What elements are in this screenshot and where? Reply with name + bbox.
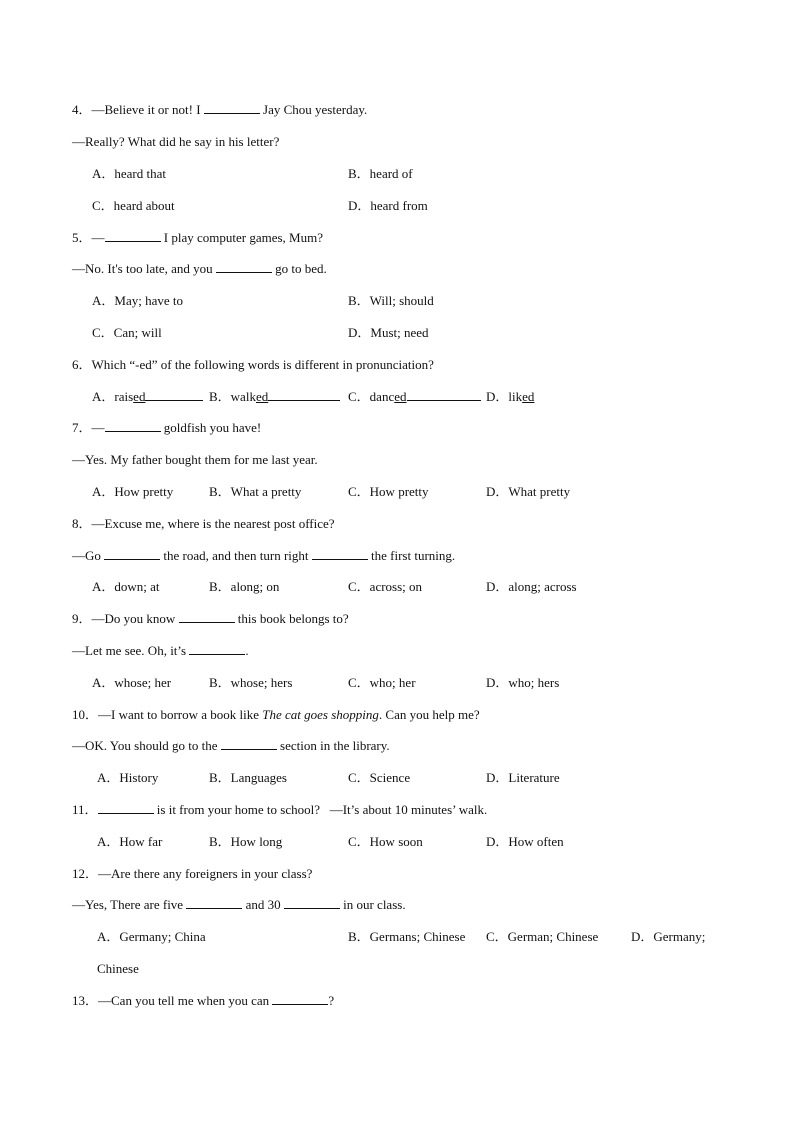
question-5-option-c[interactable]: C．Can; will (92, 325, 162, 340)
question-10-option-d[interactable]: D．Literature (486, 770, 560, 785)
question-9-stem-end: this book belongs to? (234, 611, 349, 626)
question-12-option-c[interactable]: C．German; Chinese (486, 929, 599, 944)
answer-blank (221, 738, 277, 750)
question-8-option-c[interactable]: C．across; on (348, 579, 423, 594)
option-a-underlined: ed (133, 389, 146, 404)
question-9-reply-end: . (245, 643, 249, 658)
option-d-text: D．lik (486, 389, 523, 404)
answer-blank (216, 261, 272, 273)
book-title: The cat goes shopping (262, 707, 379, 722)
option-c-underlined: ed (394, 389, 407, 404)
question-13 (72, 993, 334, 1009)
question-11-option-d[interactable]: D．How often (486, 834, 564, 849)
answer-blank (272, 993, 328, 1005)
question-5-reply-start: —No. It's too late, and you (72, 261, 216, 276)
question-9-option-b[interactable]: B．whose; hers (209, 675, 293, 690)
question-4-option-c[interactable]: C．heard about (92, 198, 175, 213)
question-10 (72, 707, 480, 723)
question-7-option-a[interactable]: A．How pretty (92, 484, 174, 499)
answer-blank (105, 420, 161, 432)
question-12-reply (72, 897, 406, 913)
question-9-option-a[interactable]: A．whose; her (92, 675, 172, 690)
question-10-reply (72, 738, 390, 754)
answer-blank (104, 548, 160, 560)
question-9 (72, 611, 349, 627)
question-8-option-b[interactable]: B．along; on (209, 579, 280, 594)
question-8-option-a[interactable]: A．down; at (92, 579, 160, 594)
answer-blank (186, 897, 242, 909)
question-10-stem-end: . Can you help me? (378, 707, 480, 722)
question-5-option-d[interactable]: D．Must; need (348, 325, 429, 340)
question-6-option-a[interactable] (92, 389, 203, 405)
question-5-option-b[interactable]: B．Will; should (348, 293, 434, 308)
option-c-line (407, 389, 481, 401)
question-7-option-d[interactable]: D．What pretty (486, 484, 571, 499)
answer-blank (98, 802, 154, 814)
question-12-reply-start: —Yes, There are five (72, 897, 187, 912)
question-8-reply-mid: the road, and then turn right (160, 548, 312, 563)
question-8: 8．—Excuse me, where is the nearest post office? (72, 516, 335, 531)
question-5 (72, 230, 323, 246)
question-13-stem-end: ? (328, 993, 335, 1008)
question-5-option-a[interactable]: A．May; have to (92, 293, 183, 308)
question-7 (72, 420, 261, 436)
option-b-text: B．walk (209, 389, 256, 404)
question-9-stem: 9．—Do you know (72, 611, 179, 626)
question-7-reply: —Yes. My father bought them for me last year. (72, 452, 318, 467)
question-7-option-c[interactable]: C．How pretty (348, 484, 429, 499)
question-6-option-c[interactable] (348, 389, 481, 405)
answer-blank (204, 102, 260, 114)
question-12: 12．—Are there any foreigners in your class? (72, 866, 313, 881)
question-8-reply (72, 548, 455, 564)
question-9-reply-start: —Let me see. Oh, it’s (72, 643, 190, 658)
option-a-text: A．rais (92, 389, 134, 404)
question-4 (72, 102, 367, 118)
question-8-reply-end: the first turning. (367, 548, 456, 563)
question-10-reply-start: —OK. You should go to the (72, 738, 221, 753)
option-c-text: C．danc (348, 389, 395, 404)
question-7-option-b[interactable]: B．What a pretty (209, 484, 302, 499)
question-10-option-a[interactable]: A．History (97, 770, 159, 785)
question-10-stem: 10．—I want to borrow a book like (72, 707, 263, 722)
answer-blank (284, 897, 340, 909)
question-11-option-b[interactable]: B．How long (209, 834, 283, 849)
question-8-option-d[interactable]: D．along; across (486, 579, 577, 594)
question-11-option-c[interactable]: C．How soon (348, 834, 423, 849)
question-12-option-d[interactable]: D．Germany; (631, 929, 706, 944)
question-11-option-a[interactable]: A．How far (97, 834, 163, 849)
question-5-stem: 5．— (72, 230, 105, 245)
answer-blank (105, 230, 161, 242)
question-8-reply-start: —Go (72, 548, 105, 563)
question-10-option-c[interactable]: C．Science (348, 770, 411, 785)
question-9-reply (72, 643, 249, 659)
question-4-stem-end: Jay Chou yesterday. (259, 102, 368, 117)
question-11-stem-end: is it from your home to school? —It’s about 10 minutes’ walk. (153, 802, 488, 817)
option-b-underlined: ed (255, 389, 269, 404)
question-12-option-b[interactable]: B．Germans; Chinese (348, 929, 466, 944)
option-d-underlined: ed (522, 389, 535, 404)
question-5-stem-end: I play computer games, Mum? (160, 230, 323, 245)
question-6-option-d[interactable] (486, 389, 534, 405)
question-12-reply-end: in our class. (339, 897, 406, 912)
question-13-stem: 13．—Can you tell me when you can (72, 993, 273, 1008)
question-7-stem-end: goldfish you have! (160, 420, 262, 435)
question-4-reply: —Really? What did he say in his letter? (72, 134, 280, 149)
question-4-stem: 4．—Believe it or not! I (72, 102, 204, 117)
question-5-reply (72, 261, 327, 277)
question-9-option-d[interactable]: D．who; hers (486, 675, 560, 690)
question-5-reply-end: go to bed. (271, 261, 327, 276)
option-b-line (268, 389, 340, 401)
question-11 (72, 802, 487, 818)
question-4-option-a[interactable]: A．heard that (92, 166, 167, 181)
question-6-option-b[interactable] (209, 389, 340, 405)
answer-blank (179, 611, 235, 623)
answer-blank (189, 643, 245, 655)
question-9-option-c[interactable]: C．who; her (348, 675, 416, 690)
question-7-stem: 7．— (72, 420, 105, 435)
question-4-option-b[interactable]: B．heard of (348, 166, 413, 181)
question-6: 6．Which “-ed” of the following words is different in pronunciation? (72, 357, 434, 372)
answer-blank (312, 548, 368, 560)
question-12-reply-mid: and 30 (242, 897, 284, 912)
question-11-stem: 11． (72, 802, 98, 817)
question-4-option-d[interactable]: D．heard from (348, 198, 428, 213)
question-12-option-d-continued: Chinese (97, 961, 139, 976)
question-10-reply-end: section in the library. (276, 738, 390, 753)
option-a-line (145, 389, 203, 401)
question-10-option-b[interactable]: B．Languages (209, 770, 287, 785)
question-12-option-a[interactable]: A．Germany; China (97, 929, 206, 944)
